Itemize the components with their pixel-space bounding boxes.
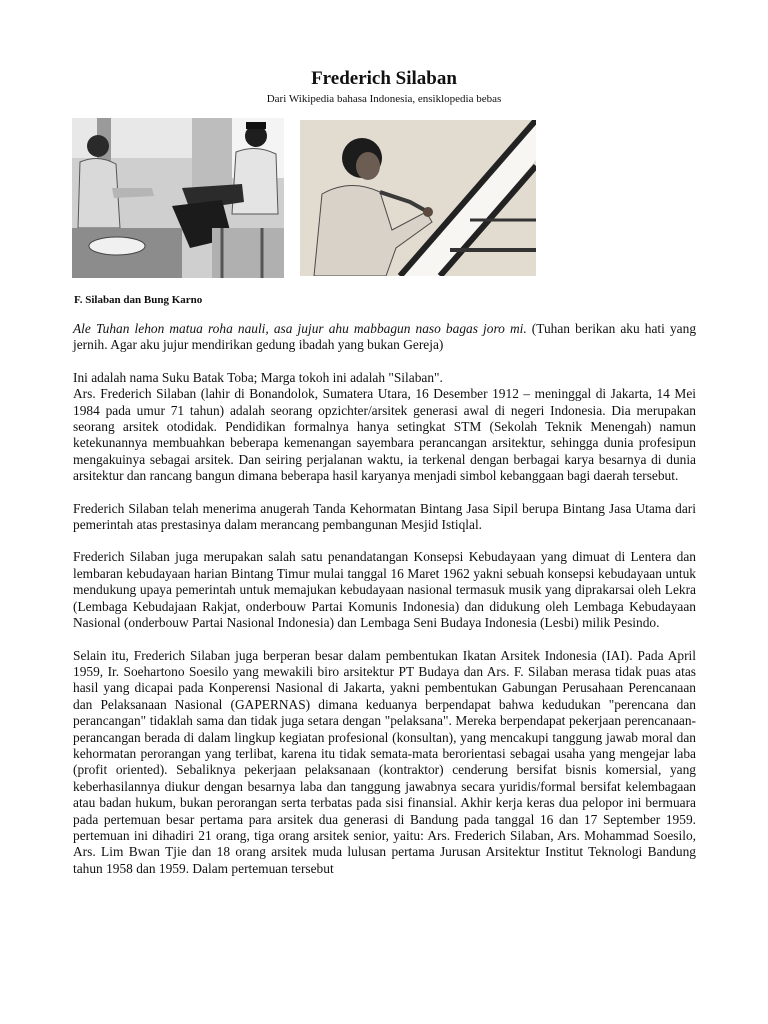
paragraph-konsepsi-kebudayaan: Frederich Silaban juga merupakan salah satu penandatangan Konsepsi Kebudayaan yang dimuat di Lentera dan lembaran kebudayaan harian Bintang Timur mulai tanggal 16 Maret 1962 yakni sebuah konsepsi kebudayaan untuk mendukung upaya pemerintah untuk memajukan kebudayaan nasional termasuk musik yang diprakarsai oleh Lekra (Lembaga Kebudajaan Rakjat, onderbouw Partai Komunis Indonesia) dan didukung oleh Lembaga Kebudayaan Nasional (onderbouw Partai Nasional Indonesia) dan Lembaga Seni Budaya Indonesia (Lesbi) milik Pesindo.	[73, 549, 696, 631]
quote-text: Ale Tuhan lehon matua roha nauli, asa jujur ahu mabbagun naso bagas joro mi.	[73, 321, 527, 336]
figure-caption: F. Silaban dan Bung Karno	[74, 294, 203, 306]
page-title: Frederich Silaban	[311, 68, 457, 89]
photo-silaban-and-bung-karno	[72, 118, 284, 278]
quote-translation: (Tuhan berikan aku hati yang jernih. Agar aku jujur mendirikan gedung ibadah yang bukan Gereja)	[73, 321, 697, 353]
paragraph-biography: Ars. Frederich Silaban (lahir di Bonandolok, Sumatera Utara, 16 Desember 1912 – meninggal di Jakarta, 14 Mei 1984 pada umur 71 tahun) adalah seorang opzichter/arsitek generasi awal di negeri Indonesia. Dia merupakan seorang arsitek otodidak. Pendidikan formalnya hanya setingkat STM (Sekolah Teknik Menengah) namun ketekunannya membuahkan beberapa kemenangan sayembara perancangan arsitektur, sehingga dunia profesipun mengakuinya sebagai arsitek. Dan seiring perjalanan waktu, ia terkenal dengan berbagai karya besarnya di dunia arsitektur dan rancang bangun dimana beberapa hasil karyanya menjadi simbol kebanggaan bagi daerah tersebut.	[73, 386, 696, 484]
page-subtitle: Dari Wikipedia bahasa Indonesia, ensiklopedia bebas	[266, 93, 502, 105]
quote-paragraph	[73, 321, 696, 354]
article-body	[73, 321, 696, 893]
paragraph-award: Frederich Silaban telah menerima anugerah Tanda Kehormatan Bintang Jasa Sipil berupa Bintang Jasa Utama dari pemerintah atas prestasinya dalam merancang pembangunan Mesjid Istiqlal.	[73, 500, 696, 533]
paragraph-iai: Selain itu, Frederich Silaban juga berperan besar dalam pembentukan Ikatan Arsitek Indonesia (IAI). Pada April 1959, Ir. Soehartono Soesilo yang mewakili biro arsitektur PT Budaya dan Ars. F. Silaban merasa tidak puas atas hasil yang dicapai pada Konperensi Nasional di Jakarta, yakni pembentukan Gabungan Perusahaan Perencanaan dan Pelaksanaan Nasional (GAPERNAS) dimana keduanya berpendapat bahwa kedudukan "perencana dan perancangan" tidaklah sama dan tidak juga setara dengan "pelaksana". Mereka berpendapat pekerjaan perencanaan-perancangan berada di dalam lingkup kegiatan profesional (konsultan), yang mencakupi tanggung jawab moral dan kehormatan perorangan yang terlibat, karena itu tidak semata-mata berorientasi sebagai usaha yang mengejar laba (profit oriented). Sebaliknya pekerjaan pelaksanaan (kontraktor) cenderung bersifat bisnis komersial, yang keberhasilannya diukur dengan besarnya laba dan tanggung jawabnya secara yuridis/formal bersifat kelembagaan atau badan hukum, bukan perorangan serta terbatas pada sisi finansial. Akhir kerja keras dua pelopor ini bermuara pada pertemuan besar pertama para arsitek dua generasi di Bandung pada tanggal 16 dan 17 September 1959. pertemuan ini dihadiri 21 orang, tiga orang arsitek senior, yaitu: Ars. Frederich Silaban, Ars. Mohammad Soesilo, Ars. Lim Bwan Tjie dan 18 orang arsitek muda lulusan pertama Jurusan Arsitektur Institut Teknologi Bandung tahun 1958 dan 1959. Dalam pertemuan tersebut	[73, 647, 696, 876]
photo-silaban-drawing-board	[300, 120, 536, 276]
intro-paragraph: Ini adalah nama Suku Batak Toba; Marga tokoh ini adalah "Silaban".	[73, 369, 443, 385]
